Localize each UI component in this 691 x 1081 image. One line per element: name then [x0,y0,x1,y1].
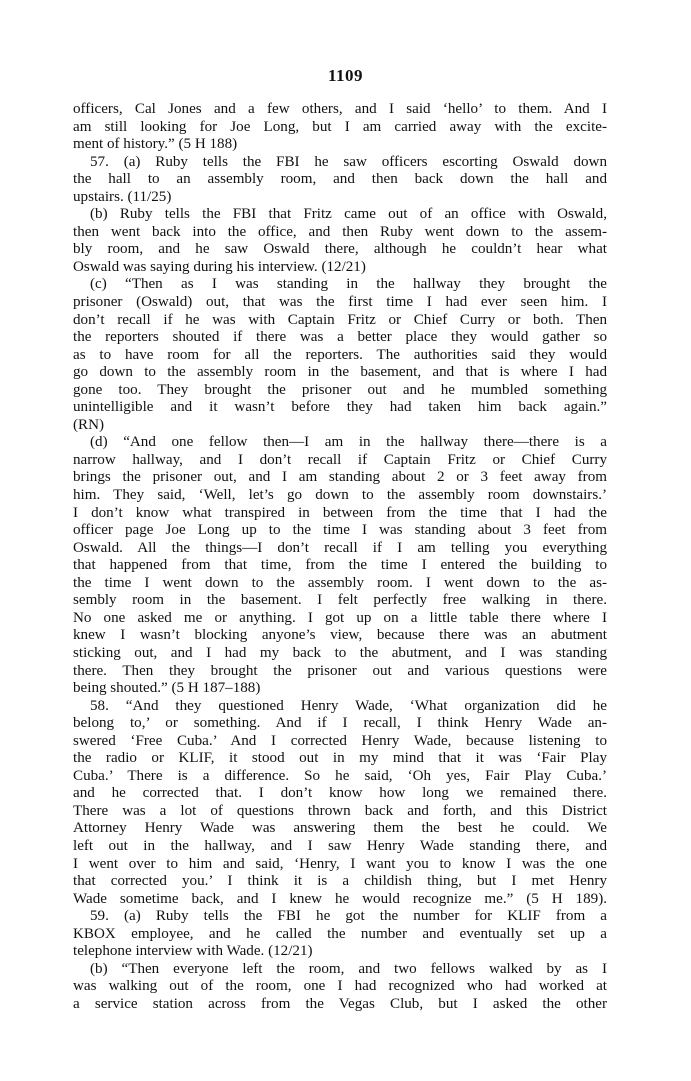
text-line: sticking out, and I had my back to the abutment, and I was standing [73,644,607,661]
text-line: that corrected you.’ I think it is a childish thing, but I met Henry [73,873,607,890]
text-line: KBOX employee, and he called the number and eventually set up a [73,925,607,942]
text-line: I don’t know what transpired in between from the time that I had the [73,504,607,521]
text-line: No one asked me or anything. I got up on a little table there where I [73,609,607,626]
text-line: I went over to him and said, ‘Henry, I want you to know I was the one [73,855,607,872]
text-line: There was a lot of questions thrown back and forth, and this District [73,802,607,819]
page-number: 1109 [327,66,364,85]
text-line: 58. “And they questioned Henry Wade, ‘What organization did he [90,697,607,714]
text-line: the time I went down to the assembly room. I went down to the as- [73,574,607,591]
text-line: the hall to an assembly room, and then back down the hall and [73,171,607,188]
text-line: (RN) [73,416,105,433]
text-line: (b) Ruby tells the FBI that Fritz came out of an office with Oswald, [90,206,607,223]
text-line: Oswald was saying during his interview. (12/21) [73,258,366,275]
text-line: don’t recall if he was with Captain Fritz or Chief Curry or both. Then [73,311,607,328]
text-line: prisoner (Oswald) out, that was the first time I had ever seen him. I [73,294,607,311]
text-line: left out in the hallway, and I saw Henry Wade standing there, and [73,837,607,854]
text-line: (d) “And one fellow then—I am in the hallway there—there is a [90,434,607,451]
text-line: officers, Cal Jones and a few others, and I said ‘hello’ to them. And I [73,101,607,117]
text-line: narrow hallway, and I don’t recall if Captain Fritz or Chief Curry [73,451,607,468]
text-line: bly room, and he saw Oswald there, although he couldn’t hear what [73,241,607,258]
text-line: 59. (a) Ruby tells the FBI he got the number for KLIF from a [90,908,607,925]
text-line: knew I wasn’t blocking anyone’s view, because there was an abutment [73,627,607,644]
text-line: a service station across from the Vegas Club, but I asked the other [73,995,607,1012]
text-line: the radio or KLIF, it stood out in my mind that it was ‘Fair Play [73,750,607,767]
text-line: him. They said, ‘Well, let’s go down to the assembly room downstairs.’ [73,487,607,504]
text-line: 57. (a) Ruby tells the FBI he saw officers escorting Oswald down [90,153,607,170]
text-line: Wade sometime back, and I knew he would recognize me.” (5 H 189). [73,890,607,907]
text-line: Cuba.’ There is a difference. So he said, ‘Oh yes, Fair Play Cuba.’ [73,767,607,784]
text-line: as to have room for all the reporters. The authorities said they would [73,346,607,363]
text-line: ment of history.” (5 H 188) [73,136,238,153]
text-line: there. Then they brought the prisoner out and various questions were [73,662,607,679]
text-line: go down to the assembly room in the basement, and that is where I had [73,364,607,381]
text-line: am still looking for Joe Long, but I am carried away with the excite- [73,118,607,135]
text-line: (b) “Then everyone left the room, and two fellows walked by as I [90,960,607,977]
text-line: sembly room in the basement. I felt perfectly free walking in there. [73,592,607,609]
body-text [73,101,607,1013]
text-line: swered ‘Free Cuba.’ And I corrected Henry Wade, because listening to [73,732,607,749]
text-line: upstairs. (11/25) [73,188,172,205]
text-line: that happened from that time, from the time I entered the building to [73,557,607,574]
text-line: gone too. They brought the prisoner out and he mumbled something [73,381,607,398]
text-line: then went back into the office, and then Ruby went down to the assem- [73,223,607,240]
text-line: (c) “Then as I was standing in the hallway they brought the [90,276,607,293]
text-line: belong to,’ or something. And if I recall, I think Henry Wade an- [73,715,607,732]
text-line: officer page Joe Long up to the time I was standing about 3 feet from [73,522,607,539]
text-line: Attorney Henry Wade was answering them the best he could. We [73,820,607,837]
text-line: Oswald. All the things—I don’t recall if I am telling you everything [73,539,607,556]
text-line: being shouted.” (5 H 187–188) [73,680,261,697]
text-line: the reporters shouted if there was a better place they would gather so [73,329,607,346]
text-line: brings the prisoner out, and I am standing about 2 or 3 feet away from [73,469,607,486]
text-line: telephone interview with Wade. (12/21) [73,943,313,960]
text-line: unintelligible and it wasn’t before they had taken him back again.” [73,399,607,416]
text-line: was walking out of the room, one I had recognized who had worked at [73,978,607,995]
text-line: and he corrected that. I don’t know how long we remained there. [73,785,607,802]
